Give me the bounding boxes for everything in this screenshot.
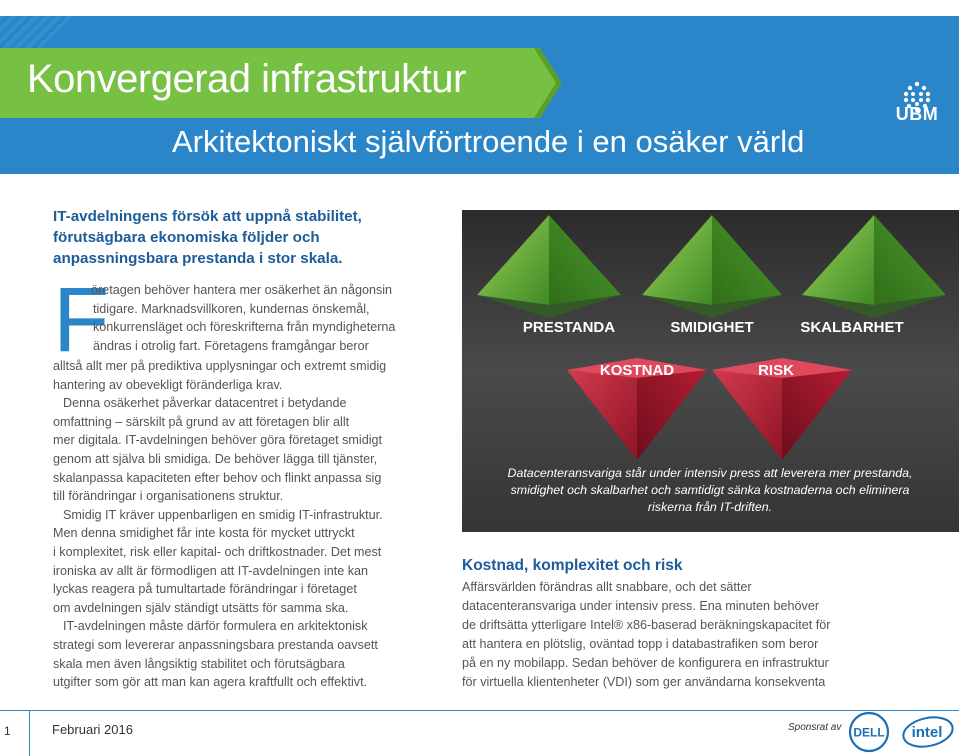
section-body [462,578,862,692]
body-line: de driftsätta ytterligare Intel® x86-baserad beräkningskapacitet för [462,618,831,632]
body-line: för virtuella klientenheter (VDI) som ger användarna konsekventa [462,675,826,689]
section-heading: Kostnad, komplexitet och risk [462,557,683,574]
body-line: ändras i otrolig fart. Företagens framgångar beror [93,338,369,353]
intro-line: anpassningsbara prestanda i stor skala. [53,250,343,267]
body-line: skala men även långsiktig stabilitet och förutsägbara [53,656,345,671]
caption-line: smidighet och skalbarhet och samtidigt sänka kostnaderna och eliminera [510,483,910,497]
caption-line: Datacenteransvariga står under intensiv press att leverera mer prestanda, [507,466,913,480]
body-line: Smidig IT kräver uppenbarligen en smidig IT-infrastruktur. [63,507,383,522]
ubm-logo-text: UBM [895,104,939,124]
body-line: lyckas reagera på tumultartade förändringar i företaget [53,582,357,597]
body-line: om avdelningen själv ständigt utsätts för samma ska. [53,600,349,615]
body-line: genom att själva bli smidiga. De behöver lägga till tjänster, [53,451,378,466]
label-kostnad: KOSTNAD [599,362,675,379]
label-smidighet: SMIDIGHET [670,319,754,336]
intel-logo-icon [900,712,956,752]
page-title: Konvergerad infrastruktur [27,57,466,101]
dell-logo-text: DELL [853,725,885,740]
label-risk: RISK [758,362,794,379]
page-number: 1 [4,724,11,738]
body-line: Affärsvärlden förändras allt snabbare, och det sätter [462,580,752,594]
caption-line: riskerna från IT-driften. [647,500,773,514]
footer-date: Februari 2016 [52,722,133,737]
footer-vertical-divider [29,710,30,756]
drop-cap: F [53,269,110,371]
body-line: till förändringar i organisationens struktur. [53,489,284,504]
body-line: IT-avdelningen måste därför formulera en arkitektonisk [63,619,368,634]
dell-logo-icon [847,710,891,754]
body-line: mer digitala. IT-avdelningen behöver göra företaget smidigt [53,433,383,448]
label-skalbarhet: SKALBARHET [800,319,904,336]
body-line: Men denna smidighet får inte kosta för mycket uttryckt [53,526,355,541]
graphic-caption [468,465,952,516]
body-line: alltså allt mer på prediktiva upplysningar och extremt smidig [53,359,387,373]
sponsored-label: Sponsrat av [788,722,842,733]
page-subtitle: Arkitektoniskt självförtroende i en osäker värld [172,124,805,159]
intro-line: förutsägbara ekonomiska följder och [53,229,320,246]
body-line: strategi som levererar anpassningsbara prestanda oavsett [53,637,378,652]
footer-divider [0,710,959,711]
body-line: tidigare. Marknadsvillkoren, kundernas önskemål, [93,301,370,316]
body-line: öretagen behöver hantera mer osäkerhet än någonsin [91,283,393,297]
body-line: på en ny mobilapp. Sedan behöver de konfigurera en infrastruktur [462,656,829,670]
body-line: Denna osäkerhet påverkar datacentret i betydande [63,396,347,411]
body-line: skalanpassa kapaciteten efter behov och flinkt anpassa sig [53,470,382,485]
body-line: ironiska av allt är förmodligen att IT-avdelningen inte kan [53,563,369,578]
body-line: hantering av obevekligt föränderliga krav. [53,377,283,392]
article-body-dropcap [53,281,413,355]
body-line: konkurrensläget och föreskrifterna från myndigheterna [93,320,396,335]
intro-lead [53,206,393,269]
intro-line: IT-avdelningens försök att uppnå stabilitet, [53,208,362,225]
label-prestanda: PRESTANDA [522,319,616,336]
article-body [53,357,413,692]
body-line: i komplexitet, risk eller kapital- och driftkostnader. Det mest [53,544,382,559]
intel-logo-text: intel [911,724,943,741]
body-line: utgifter som gör att man kan agera kraftfullt och effektivt. [53,675,368,690]
body-line: omfattning – särskilt på grund av att företagen blir allt [53,414,350,429]
body-line: datacenteransvariga under intensiv press. Ena minuten behöver [462,599,820,613]
body-line: att hantera en plötslig, oväntad topp i databastrafiken som beror [462,637,819,651]
